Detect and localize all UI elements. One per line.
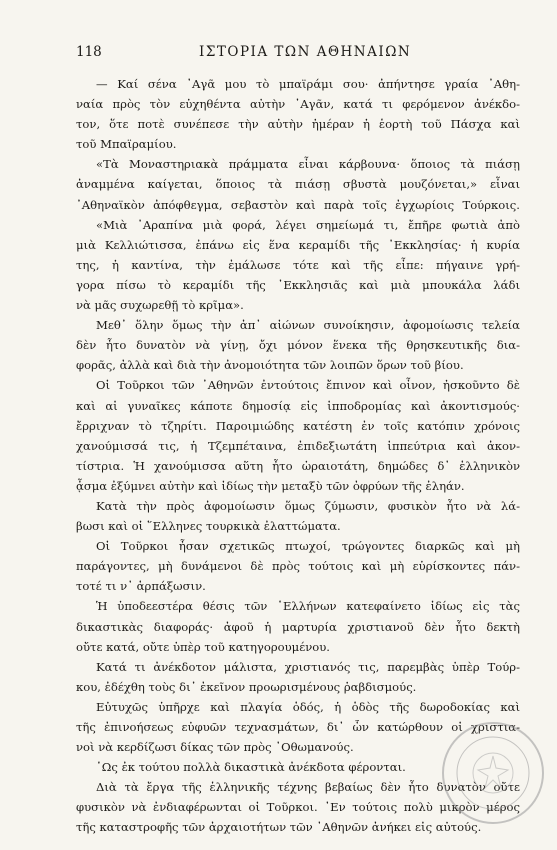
text-line: καὶ αἱ γυναῖκες κάποτε δημοσίᾳ εἰς ἱπποδρομίας καὶ ἀκοντισμούς·	[76, 398, 520, 413]
text-line: Κατά τι ἀνέκδοτον μάλιστα, χριστιανός τις, παρεμβὰς ὑπὲρ Τούρ-	[96, 659, 520, 674]
text-line: τοτέ τι ν᾿ ἁρπάξωσιν.	[76, 579, 206, 594]
text-line: Ἡ ὑποδεεστέρα θέσις τῶν ῾Ελλήνων κατεφαίνετο ἰδίως εἰς τὰς	[96, 599, 520, 614]
text-line: φορᾶς, ἀλλὰ καὶ διὰ τὴν ἀνομοιότητα τῶν λοιπῶν ὅρων τοῦ βίου.	[76, 358, 464, 373]
text-line: τίστρια. Ἡ χανούμισσα αὕτη ἦτο ὡραιοτάτη, δημώδες δ᾿ ἑλληνικὸν	[76, 458, 520, 473]
text-line: «Μιὰ ᾿Αραπίνα μιὰ φορά, λέγει σημείωμά τι, ἔπῆρε φωτιὰ ἀπὸ	[96, 217, 520, 232]
text-line: τον, ὅτε ποτὲ συνέπεσε τὴν αὐτὴν ἡμέραν ἡ ἑορτὴ τοῦ Πάσχα καὶ	[76, 117, 520, 132]
text-line: Εὐτυχῶς ὑπῆρχε καὶ πλαγία ὁδός, ἡ ὁδὸς τῆς δωροδοκίας καὶ	[96, 699, 520, 714]
text-line: Κατὰ τὴν πρὸς ἀφομοίωσιν ὅμως ζύμωσιν, φυσικὸν ἦτο νὰ λά-	[96, 498, 520, 513]
text-line: χανούμισσά τις, ἡ Τζεμπέταινα, ἐπιδεξιωτάτη ἱππεύτρια καὶ ἀκον-	[76, 438, 520, 453]
text-line: παράγοντες, μὴ δυνάμενοι δὲ πρὸς τούτοις καὶ μὴ εὑρίσκοντες πάν-	[76, 559, 520, 574]
text-line: ῾Ως ἐκ τούτου πολλὰ δικαστικὰ ἀνέκδοτα φέρονται.	[96, 760, 406, 775]
page-number: 118	[76, 44, 102, 60]
text-line: ἔρριχναν τὸ τζηρίτι. Παροιμιώδης κατέστη ἐν τοῖς κατόπιν χρόνοις	[76, 418, 520, 433]
text-line: βωσι καὶ οἱ ῞Ελληνες τουρκικὰ ἐλαττώματα.	[76, 519, 341, 534]
text-line: δὲν ἦτο δυνατὸν νὰ γίνῃ, ὄχι μόνον ἕνεκα τῆς θρησκευτικῆς δια-	[76, 338, 520, 353]
text-line: ἀναμμένα καίγεται, ὅποιος τὰ πιάσῃ σβυστὰ μουζόνεται,» εἶναι	[76, 177, 520, 192]
running-title: ΙΣΤΟΡΙΑ ΤΩΝ ΑΘΗΝΑΙΩΝ	[199, 44, 412, 60]
text-line: Διὰ τὰ ἔργα τῆς ἑλληνικῆς τέχνης βεβαίως δὲν ἦτο δυνατὸν οὔτε	[96, 780, 520, 795]
text-line: μιὰ Κελλιώτισσα, ἐπάνω εἰς ἕνα κεραμίδι τῆς ᾿Εκκλησίας· ἡ κυρία	[76, 237, 520, 252]
text-line: φυσικὸν νὰ ἐνδιαφέρωνται οἱ Τοῦρκοι. ᾿Εν τούτοις πολὺ μικρὸν μέρος	[76, 800, 520, 815]
text-line: Οἱ Τοῦρκοι τῶν ᾿Αθηνῶν ἐντούτοις ἔπινον καὶ οἶνον, ἠσκοῦντο δὲ	[96, 378, 520, 393]
page-header	[76, 44, 516, 64]
library-stamp-icon	[438, 718, 548, 828]
text-line: της, ἡ καντίνα, τὴν ἐμάλωσε τότε καὶ τῆς εἶπε: πήγαινε γρή-	[76, 257, 520, 272]
text-line: τῆς ἐπινοήσεως εὐφυῶν τεχνασμάτων, δι᾿ ὧν κατώρθουν οἱ χριστια-	[76, 720, 520, 734]
text-line: «Τὰ Μοναστηριακὰ πράμματα εἶναι κάρβουνα· ὅποιος τὰ πιάσῃ	[96, 157, 520, 172]
text-line: κου, ἐδέχθη τοὺς δι᾿ ἐκεῖνον προωρισμένους ῥαβδισμούς.	[76, 679, 417, 694]
text-line: ᾆσμα ἐξύμνει αὐτὴν καὶ ἰδίως τὴν μεταξὺ τῶν ὀφρύων τῆς ἐληάν.	[76, 478, 465, 493]
text-line: δικαστικὰς διαφοράς· ἀφοῦ ἡ μαρτυρία χριστιανοῦ δὲν ἦτο δεκτὴ	[76, 619, 520, 634]
text-line: τοῦ Μπαϊραμίου.	[76, 137, 177, 152]
text-line: νοὶ νὰ κερδίζωσι δίκας τῶν πρὸς ᾿Οθωμανούς.	[76, 740, 354, 755]
text-line: ναία πρὸς τὸν εὐχηθέντα αὐτὴν ᾿Αγᾶν, κατά τι φερόμενον ἀνέκδο-	[76, 97, 520, 112]
text-line: νὰ μᾶς συχωρεθῇ τὸ κρῖμα».	[76, 298, 244, 313]
text-line: Οἱ Τοῦρκοι ἦσαν σχετικῶς πτωχοί, τρώγοντες διαρκῶς καὶ μὴ	[96, 539, 520, 554]
text-line: Μεθ᾿ ὅλην ὅμως τὴν ἀπ᾿ αἰώνων συνοίκησιν, ἀφομοίωσις τελεία	[96, 318, 520, 333]
text-line: ᾿Αθηναϊκὸν ἀπόφθεγμα, σεβαστὸν καὶ παρὰ τοῖς ἐγχωρίοις Τούρκοις.	[76, 197, 520, 212]
text-line: — Καί σένα ᾿Αγᾶ μου τὸ μπαϊράμι σου· ἀπήντησε γραία ᾿Αθη-	[96, 77, 520, 91]
text-line: τῆς καταστροφῆς τῶν ἀρχαιοτήτων τῶν ᾿Αθηνῶν ἀνήκει εἰς αὐτούς.	[76, 820, 482, 835]
text-line: γορα πίσω τὸ κεραμίδι τῆς ᾿Εκκλησιᾶς καὶ μιὰ μπουκάλα λάδι	[76, 277, 520, 292]
text-line: οὔτε κατά, οὔτε ὑπὲρ τοῦ κατηγορουμένου.	[76, 639, 330, 654]
